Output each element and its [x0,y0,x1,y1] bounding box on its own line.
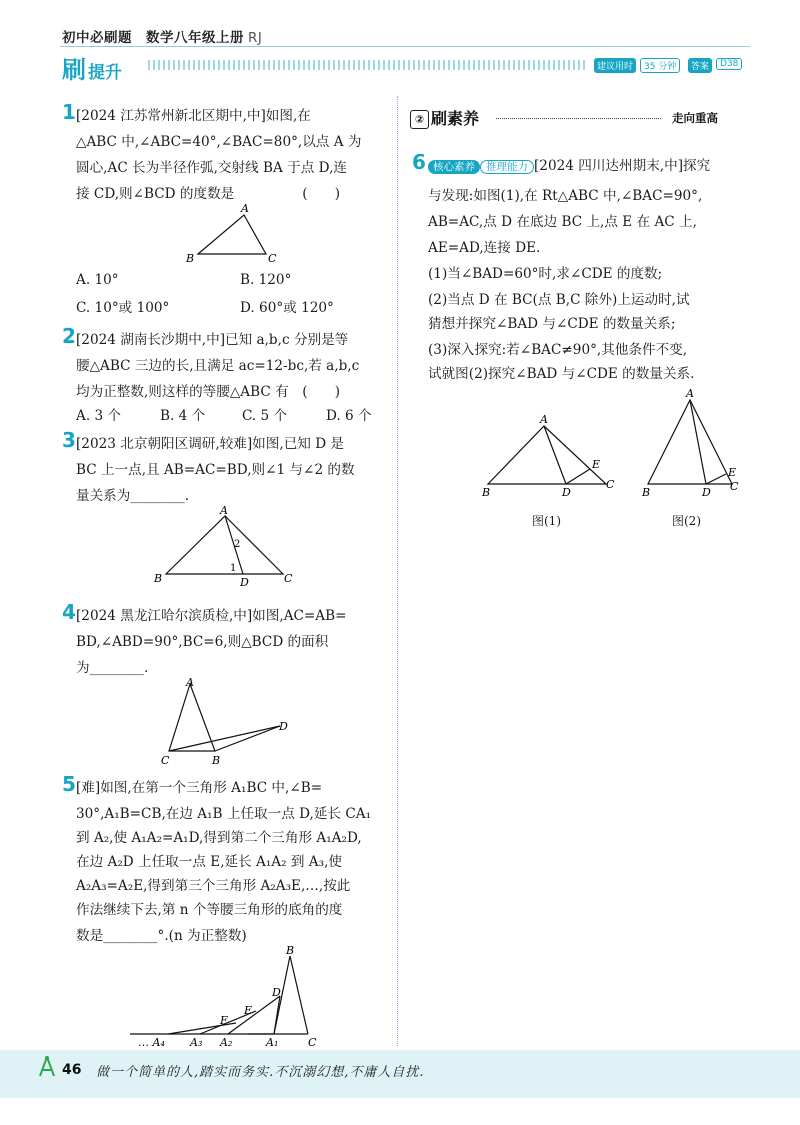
question-text: 与发现:如图(1),在 Rt△ABC 中,∠BAC=90°, [428,188,703,204]
question-text: 腰△ABC 三边的长,且满足 ac=12-bc,若 a,b,c [76,358,360,374]
figure-label: B [482,486,491,499]
option: B. 4 个 [160,408,206,424]
question-number: 4 [62,600,76,624]
q3-triangle-figure [150,504,300,588]
question-text: 圆心,AC 长为半径作弧,交射线 BA 于点 D,连 [76,160,347,176]
section-subtitle: 走向重高 [672,111,718,125]
question-text: 量关系为________. [76,488,190,504]
reasoning-tag: 推理能力 [480,160,534,174]
question-text: A₂A₃=A₂E,得到第三个三角形 A₂A₃E,…,按此 [76,878,351,894]
option: A. 3 个 [76,408,122,424]
question-text: △ABC 中,∠ABC=40°,∠BAC=80°,以点 A 为 [76,134,362,150]
figure-label: C [730,480,739,493]
figure-label: D [562,486,571,499]
figure-label: C [308,1036,317,1048]
section-brand: 刷 提升 [62,56,122,84]
question-text: AE=AD,连接 DE. [428,240,541,256]
q1-triangle-figure [180,200,290,270]
time-value: 35 分钟 [640,58,680,73]
question-number: 1 [62,100,76,124]
question-text: (3)深入探究:若∠BAC≠90°,其他条件不变, [428,342,688,358]
question-first-line: 核心素养 推理能力 [2024 四川达州期末,中]探究 [428,154,710,174]
angle-label: 1 [230,563,237,574]
option: C. 10°或 100° [76,300,170,316]
figure-label: B [642,486,651,499]
question-text: (2)当点 D 在 BC(点 B,C 除外)上运动时,试 [428,292,690,308]
question-text: [2024 黑龙江哈尔滨质检,中]如图,AC=AB= [76,608,347,624]
question-text: 作法继续下去,第 n 个等腰三角形的底角的度 [76,902,343,918]
question-number: 5 [62,772,76,796]
figure-label: A₂ [220,1036,233,1048]
figure-label: B [286,944,295,957]
figure-label: A [540,413,548,426]
question-text: [2024 江苏常州新北区期中,中]如图,在 [76,108,311,124]
question-text: AB=AC,点 D 在底边 BC 上,点 E 在 AC 上, [428,214,697,230]
figure-label: A₃ [190,1036,203,1048]
figure-label: D [702,486,711,499]
question-text: 30°,A₁B=CB,在边 A₁B 上任取一点 D,延长 CA₁ [76,806,372,822]
question-text: 为________. [76,660,149,676]
figure-label: C [606,478,615,491]
question-text: [2023 北京朝阳区调研,较难]如图,已知 D 是 [76,436,345,452]
figure-label: D [240,576,249,588]
figure-label: C [284,572,293,585]
section-icon: ② [410,110,429,129]
figure-label: E [592,458,601,471]
compass-icon [34,1054,60,1080]
figure-label: D [279,720,288,733]
answer-label: 答案 [688,58,712,73]
q6-figure-1 [476,410,621,500]
question-text: [难]如图,在第一个三角形 A₁BC 中,∠B= [76,780,323,796]
option: B. 120° [240,272,292,288]
question-text: BD,∠ABD=90°,BC=6,则△BCD 的面积 [76,634,329,650]
question-text: [2024 湖南长沙期中,中]已知 a,b,c 分别是等 [76,332,349,348]
edition-label: RJ [248,30,263,46]
angle-label: 2 [234,539,241,550]
figure-label: A [220,504,228,517]
option: C. 5 个 [242,408,288,424]
time-label: 建议用时 [594,58,636,73]
question-text: BC 上一点,且 AB=AC=BD,则∠1 与∠2 的数 [76,462,355,478]
footer-motto: 做一个简单的人,踏实而务实.不沉溺幻想,不庸人自扰. [96,1065,425,1080]
figure-label: C [161,754,170,767]
option: D. 60°或 120° [240,300,334,316]
figure-label: B [186,252,195,265]
figure-label: D [272,986,281,999]
question-text: 在边 A₂D 上任取一点 E,延长 A₁A₂ 到 A₃,使 [76,854,342,870]
figure-label: A [241,202,249,215]
page-number: 46 [62,1062,82,1078]
option: D. 6 个 [326,408,372,424]
header-rule [60,46,750,47]
question-number: 6 [412,150,426,174]
question-number: 3 [62,428,76,452]
figure-label: … A₄ [138,1036,165,1048]
q5-triangles-figure [128,944,328,1048]
figure-label: F [220,1014,228,1027]
figure-caption: 图(1) [532,514,561,528]
figure-label: C [268,252,277,265]
section-title: ② 刷素养 [410,106,479,129]
question-text: 到 A₂,使 A₁A₂=A₁D,得到第二个三角形 A₁A₂D, [76,830,362,846]
answer-page: D38 [716,58,742,70]
figure-label: A₁ [266,1036,279,1048]
section-dots [496,118,661,119]
figure-label: A [186,676,194,689]
figure-label: A [686,387,694,400]
figure-label: B [154,572,163,585]
column-divider [397,96,398,1046]
figure-caption: 图(2) [672,514,701,528]
question-text: 数是________°.(n 为正整数) [76,928,247,944]
figure-label: E [728,466,737,479]
figure-label: B [212,754,221,767]
question-text: 均为正整数,则这样的等腰△ABC 有 ( ) [76,384,341,400]
option: A. 10° [76,272,119,288]
q4-triangle-figure [155,676,295,768]
q6-figure-2 [638,384,743,500]
question-text: 试就图(2)探究∠BAD 与∠CDE 的数量关系. [428,366,695,382]
question-text: (1)当∠BAD=60°时,求∠CDE 的度数; [428,266,663,282]
figure-label: E [244,1004,253,1017]
question-text: 猜想并探究∠BAD 与∠CDE 的数量关系; [428,316,676,332]
book-title: 初中必刷题 数学八年级上册 RJ [62,30,263,46]
core-literacy-tag: 核心素养 [428,160,480,174]
question-number: 2 [62,324,76,348]
header-dots [148,60,588,70]
question-text: 接 CD,则∠BCD 的度数是 ( ) [76,186,341,202]
